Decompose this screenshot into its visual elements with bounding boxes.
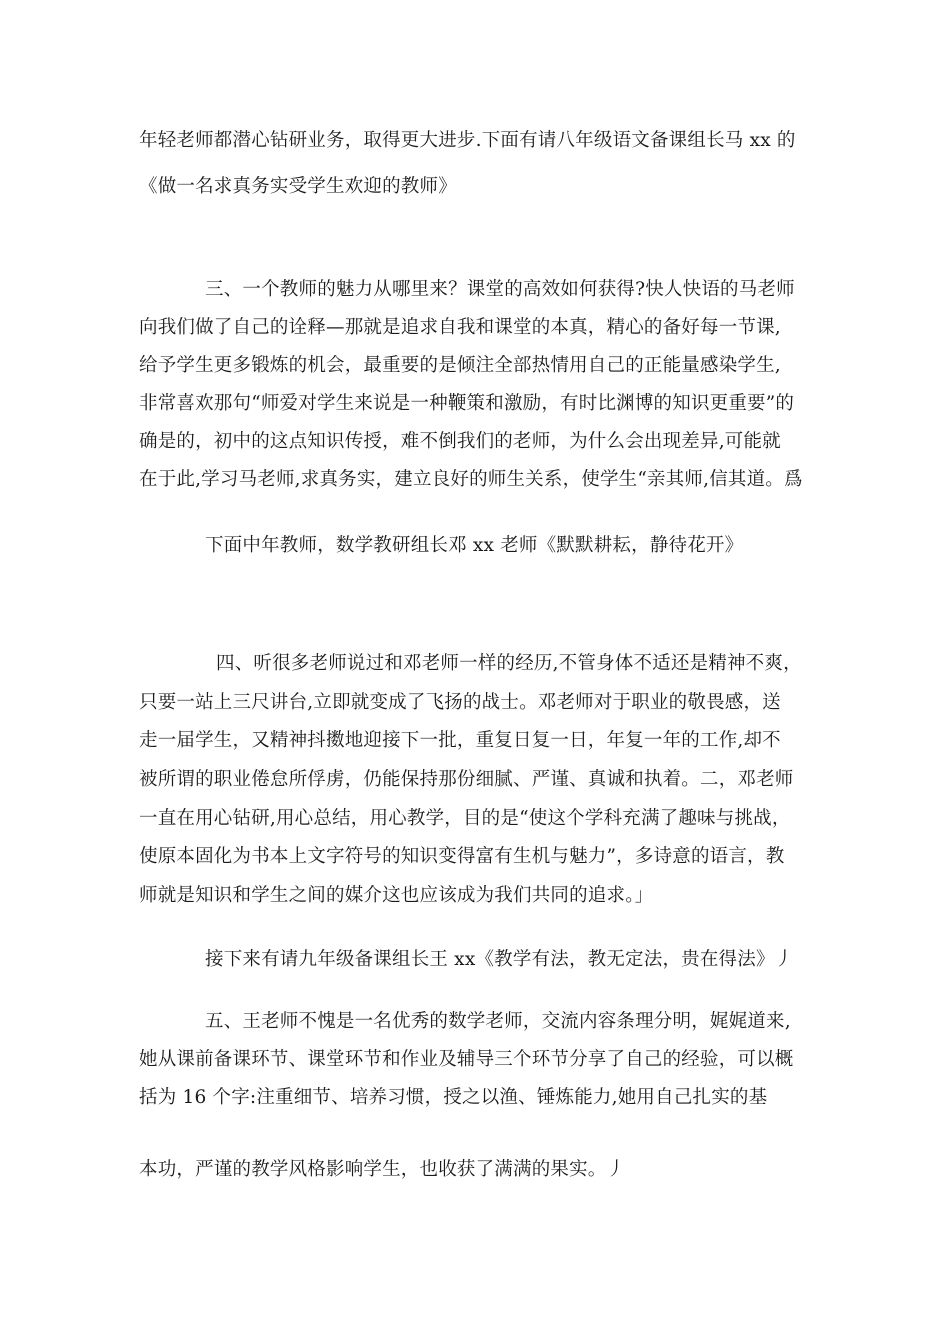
section4-line-5: 一直在用心钻研,用心总结，用心教学，目的是“使这个学科充满了趣味与挑战， — [139, 808, 791, 829]
transition-wang: 接下来有请九年级备课组长王 xx《教学有法，教无定法，贵在得法》丿 — [205, 949, 794, 970]
section4-line-2: 只要一站上三尺讲台,立即就变成了飞扬的战士。邓老师对于职业的敬畏感，送 — [139, 692, 781, 713]
section3-line-1: 三、一个教师的魅力从哪里来？课堂的高效如何获得?快人快语的马老师 — [205, 279, 795, 300]
section3-line-6: 在于此,学习马老师,求真务实，建立良好的师生关系，使学生“亲其师,信其道。爲 — [139, 469, 803, 490]
closing-line: 本功，严谨的教学风格影响学生，也收获了满满的果实。丿 — [139, 1159, 626, 1180]
intro-line-2: 《做一名求真务实受学生欢迎的教师》 — [139, 176, 457, 197]
section5-line-3: 括为 16 个字:注重细节、培养习惯，授之以渔、锤炼能力,她用自己扎实的基 — [139, 1087, 768, 1108]
transition-deng: 下面中年教师，数学教研组长邓 xx 老师《默默耕耘，静待花开》 — [205, 535, 744, 556]
section5-line-1: 五、王老师不愧是一名优秀的数学老师，交流内容条理分明，娓娓道来, — [205, 1011, 791, 1032]
section4-line-4: 被所谓的职业倦怠所俘虏，仍能保持那份细腻、严谨、真诚和执着。二，邓老师 — [139, 769, 794, 790]
section4-line-3: 走一届学生，又精神抖擞地迎接下一批，重复日复一日，年复一年的工作,却不 — [139, 730, 781, 751]
section3-line-3: 给予学生更多锻炼的机会，最重要的是倾注全部热情用自己的正能量感染学生, — [139, 355, 781, 376]
section3-line-4: 非常喜欢那句“师爱对学生来说是一种鞭策和激励，有时比渊博的知识更重要”的 — [139, 393, 795, 414]
section4-line-6: 使原本固化为书本上文字符号的知识变得富有生机与魅力”，多诗意的语言，教 — [139, 846, 785, 867]
section4-line-1: 四、听很多老师说过和邓老师一样的经历,不管身体不适还是精神不爽， — [216, 653, 802, 674]
section3-line-5: 确是的，初中的这点知识传授，难不倒我们的老师，为什么会出现差异,可能就 — [139, 431, 781, 452]
section3-line-2: 向我们做了自己的诠释—那就是追求自我和课堂的本真，精心的备好每一节课, — [139, 317, 781, 338]
intro-line-1: 年轻老师都潜心钻研业务，取得更大进步.下面有请八年级语文备课组长马 xx 的 — [139, 130, 796, 151]
section5-line-2: 她从课前备课环节、课堂环节和作业及辅导三个环节分享了自己的经验，可以概 — [139, 1049, 794, 1070]
section4-line-7: 师就是知识和学生之间的媒介这也应该成为我们共同的追求。」 — [139, 885, 654, 906]
